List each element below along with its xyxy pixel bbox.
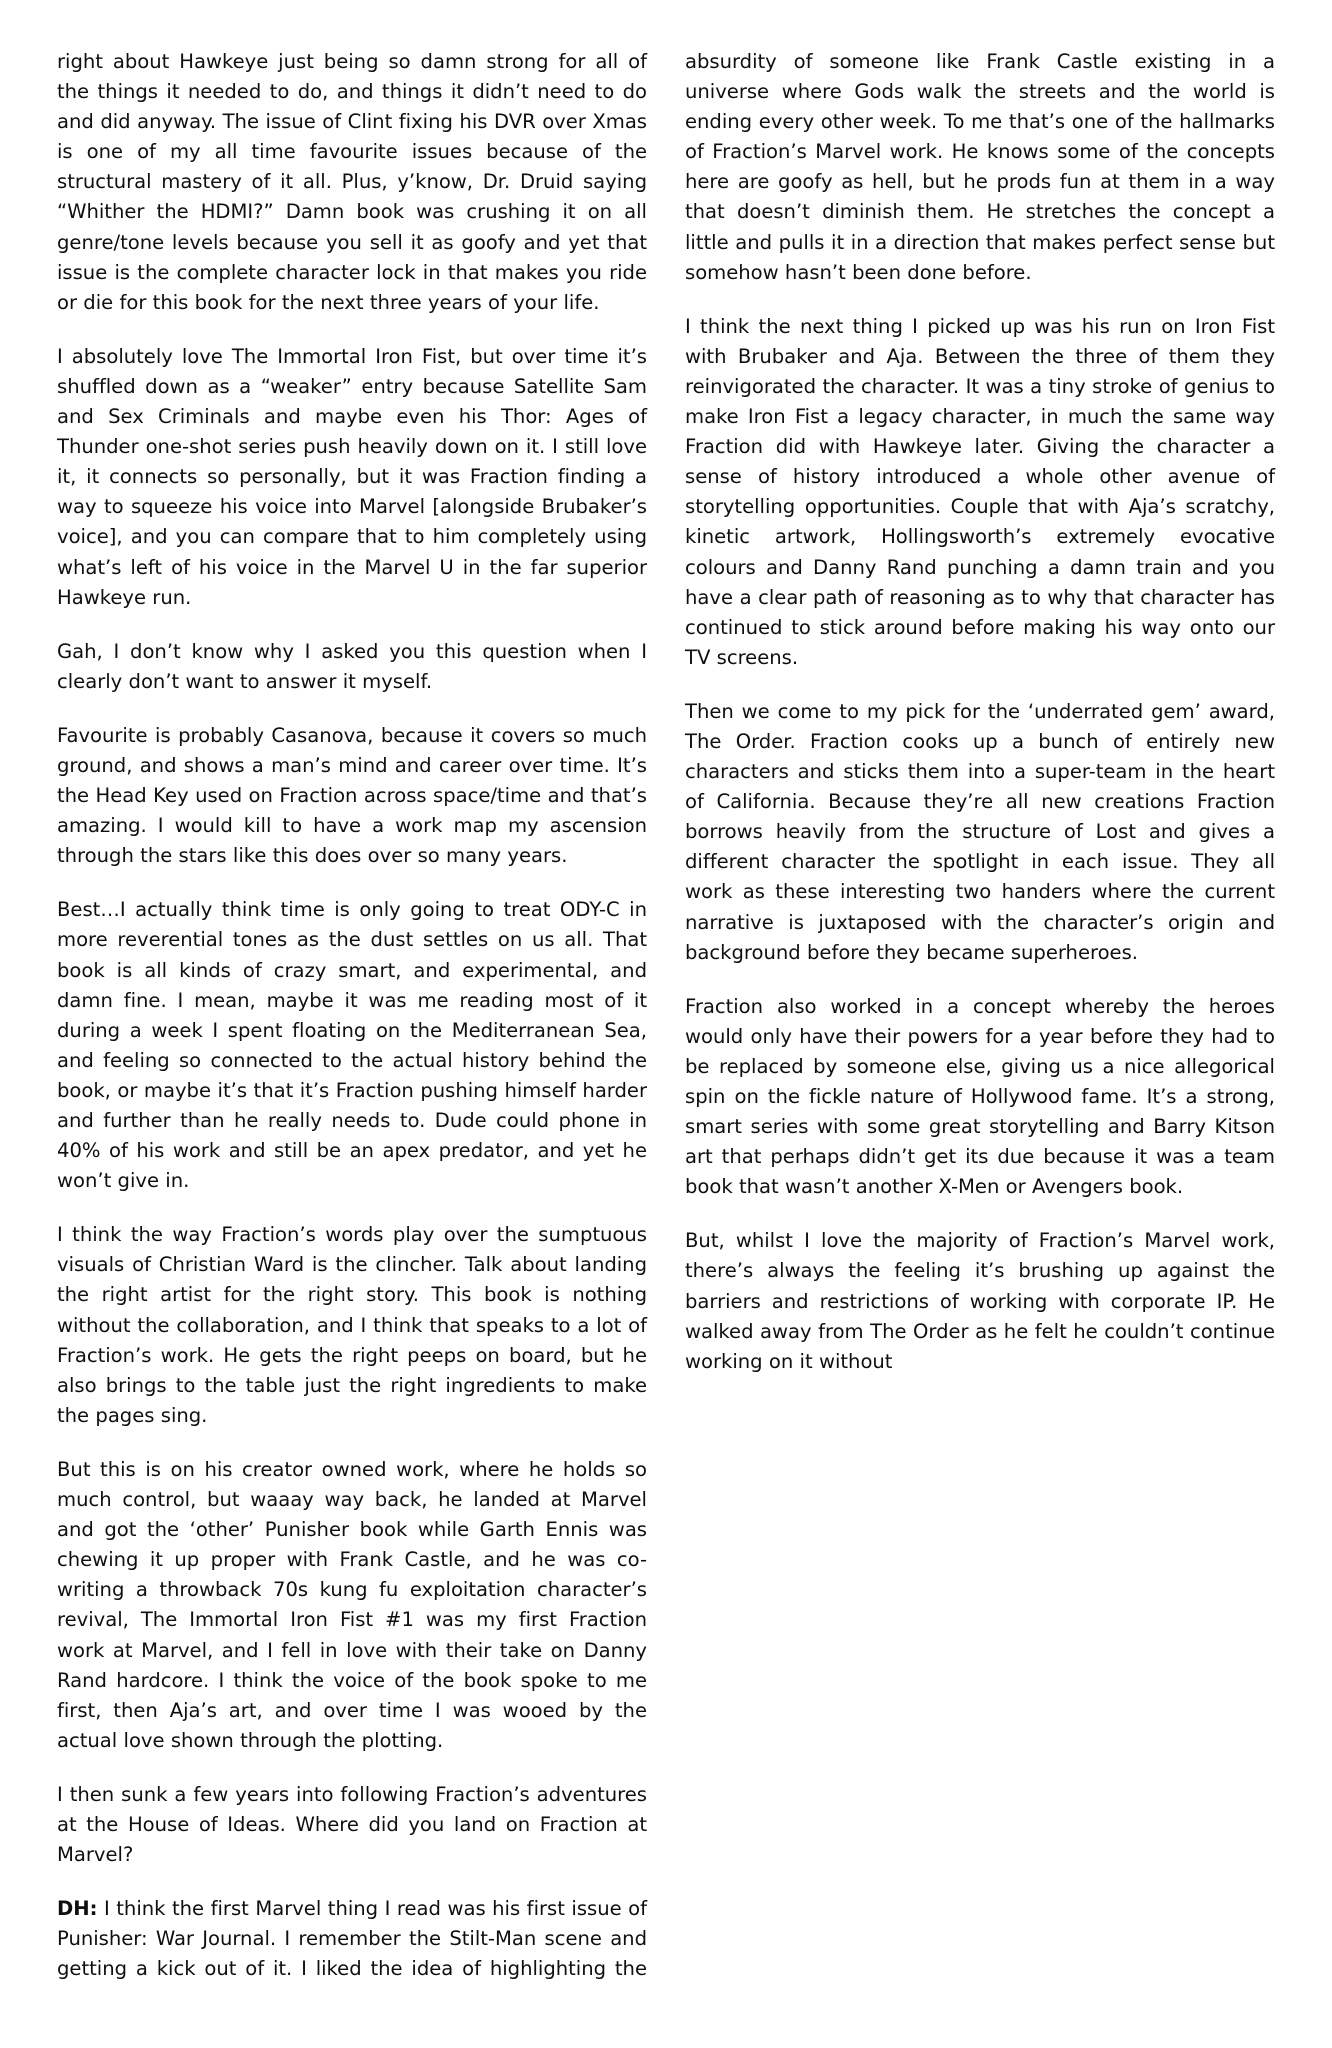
article-paragraph: [57, 1780, 647, 1870]
paragraph-text: I think the first Marvel thing I read was his first issue of Punisher: War Journal. I remember the Stilt-Man scene and getting a kick out of it. I liked the idea of highlighting the absurdity of someone like Frank Castle existing in a universe where Gods walk the streets and the world is ending every other week. To me that’s one of the hallmarks of Fraction’s Marvel work. He knows some of the concepts here are goofy as hell, but he prods fun at them in a way that doesn’t diminish them. He stretches the concept a little and pulls it in a direction that makes perfect sense but somehow hasn’t been done before.: [57, 50, 1275, 1981]
paragraph-text: I then sunk a few years into following Fraction’s adventures at the House of Ideas. Where did you land on Fraction at Marvel?: [57, 1782, 647, 1867]
article-paragraph: [57, 637, 647, 697]
paragraph-text: Favourite is probably Casanova, because it covers so much ground, and shows a man’s mind and career over time. It’s the Head Key used on Fraction across space/time and that’s amazing. I would kill to have a work map my ascension through the stars like this does over so many years.: [57, 723, 647, 868]
article-paragraph: [57, 342, 647, 613]
speaker-label: DH:: [57, 1897, 98, 1921]
paragraph-text: right about Hawkeye just being so damn strong for all of the things it needed to do, and things it didn’t need to do and did anyway. The issue of Clint fixing his DVR over Xmas is one of my all time favourite issues because of the structural mastery of it all. Plus, y’know, Dr. Druid saying “Whither the HDMI?” Damn book was crushing it on all genre/tone levels because you sell it as goofy and yet that issue is the complete character lock in that makes you ride or die for this book for the next three years of your life.: [57, 50, 647, 314]
paragraph-text: Best…I actually think time is only going to treat ODY-C in more reverential tones as the dust settles on us all. That book is all kinds of crazy smart, and experimental, and damn fine. I mean, maybe it was me reading most of it during a week I spent floating on the Mediterranean Sea, and feeling so connected to the actual history behind the book, or maybe it’s that it’s Fraction pushing himself harder and further than he really needs to. Dude could phone in 40% of his work and still be an apex predator, and yet he won’t give in.: [57, 898, 647, 1193]
paragraph-text: But, whilst I love the majority of Fraction’s Marvel work, there’s always the feeling it’s brushing up against the barriers and restrictions of working with corporate IP. He walked away from The Order as he felt he couldn’t continue working on it without: [685, 1229, 1275, 1373]
article-paragraph: [685, 697, 1275, 968]
paragraph-text: I think the way Fraction’s words play over the sumptuous visuals of Christian Ward is the clincher. Talk about landing the right artist for the right story. This book is nothing without the collaboration, and I think that speaks to a lot of Fraction’s work. He gets the right peeps on board, but he also brings to the table just the right ingredients to make the pages sing.: [57, 1223, 647, 1427]
paragraph-text: But this is on his creator owned work, where he holds so much control, but waaay way back, he landed at Marvel and got the ‘other’ Punisher book while Garth Ennis was chewing it up proper with Frank Castle, and he was co-writing a throwback 70s kung fu exploitation character’s revival, The Immortal Iron Fist #1 was my first Fraction work at Marvel, and I fell in love with their take on Danny Rand hardcore. I think the voice of the book spoke to me first, then Aja’s art, and over time I was wooed by the actual love shown through the plotting.: [57, 1457, 647, 1752]
paragraph-text: I think the next thing I picked up was his run on Iron Fist with Brubaker and Aja. Between the three of them they reinvigorated the character. It was a tiny stroke of genius to make Iron Fist a legacy character, in much the same way Fraction did with Hawkeye later. Giving the character a sense of history introduced a whole other avenue of storytelling opportunities. Couple that with Aja’s scratchy, kinetic artwork, Hollingsworth’s extremely evocative colours and Danny Rand punching a damn train and you have a clear path of reasoning as to why that character has continued to stick around before making his way onto our TV screens.: [685, 314, 1275, 669]
article-paragraph: [685, 312, 1275, 673]
article-paragraph: [57, 895, 647, 1196]
paragraph-text: Gah, I don’t know why I asked you this question when I clearly don’t want to answer it myself.: [57, 639, 647, 693]
article-paragraph: [57, 47, 647, 318]
paragraph-text: Fraction also worked in a concept whereby the heroes would only have their powers for a year before they had to be replaced by someone else, giving us a nice allegorical spin on the fickle nature of Hollywood fame. It’s a strong, smart series with some great storytelling and Barry Kitson art that perhaps didn’t get its due because it was a team book that wasn’t another X-Men or Avengers book.: [685, 994, 1275, 1199]
article-columns: [57, 47, 1275, 2007]
article-paragraph: [685, 1226, 1275, 1376]
article-paragraph: [57, 1455, 647, 1756]
article-paragraph: [685, 992, 1275, 1203]
paragraph-text: Then we come to my pick for the ‘underrated gem’ award, The Order. Fraction cooks up a bunch of entirely new characters and sticks them into a super-team in the heart of California. Because they’re all new creations Fraction borrows heavily from the structure of Lost and gives a different character the spotlight in each issue. They all work as these interesting two handers where the current narrative is juxtaposed with the character’s origin and background before they became superheroes.: [685, 699, 1275, 964]
article-paragraph: [57, 721, 647, 871]
paragraph-text: I absolutely love The Immortal Iron Fist, but over time it’s shuffled down as a “weaker” entry because Satellite Sam and Sex Criminals and maybe even his Thor: Ages of Thunder one-shot series push heavily down on it. I still love it, it connects so personally, but it was Fraction finding a way to squeeze his voice into Marvel [alongside Brubaker’s voice], and you can compare that to him completely using what’s left of his voice in the Marvel U in the far superior Hawkeye run.: [57, 344, 647, 609]
article-paragraph: [57, 1220, 647, 1431]
